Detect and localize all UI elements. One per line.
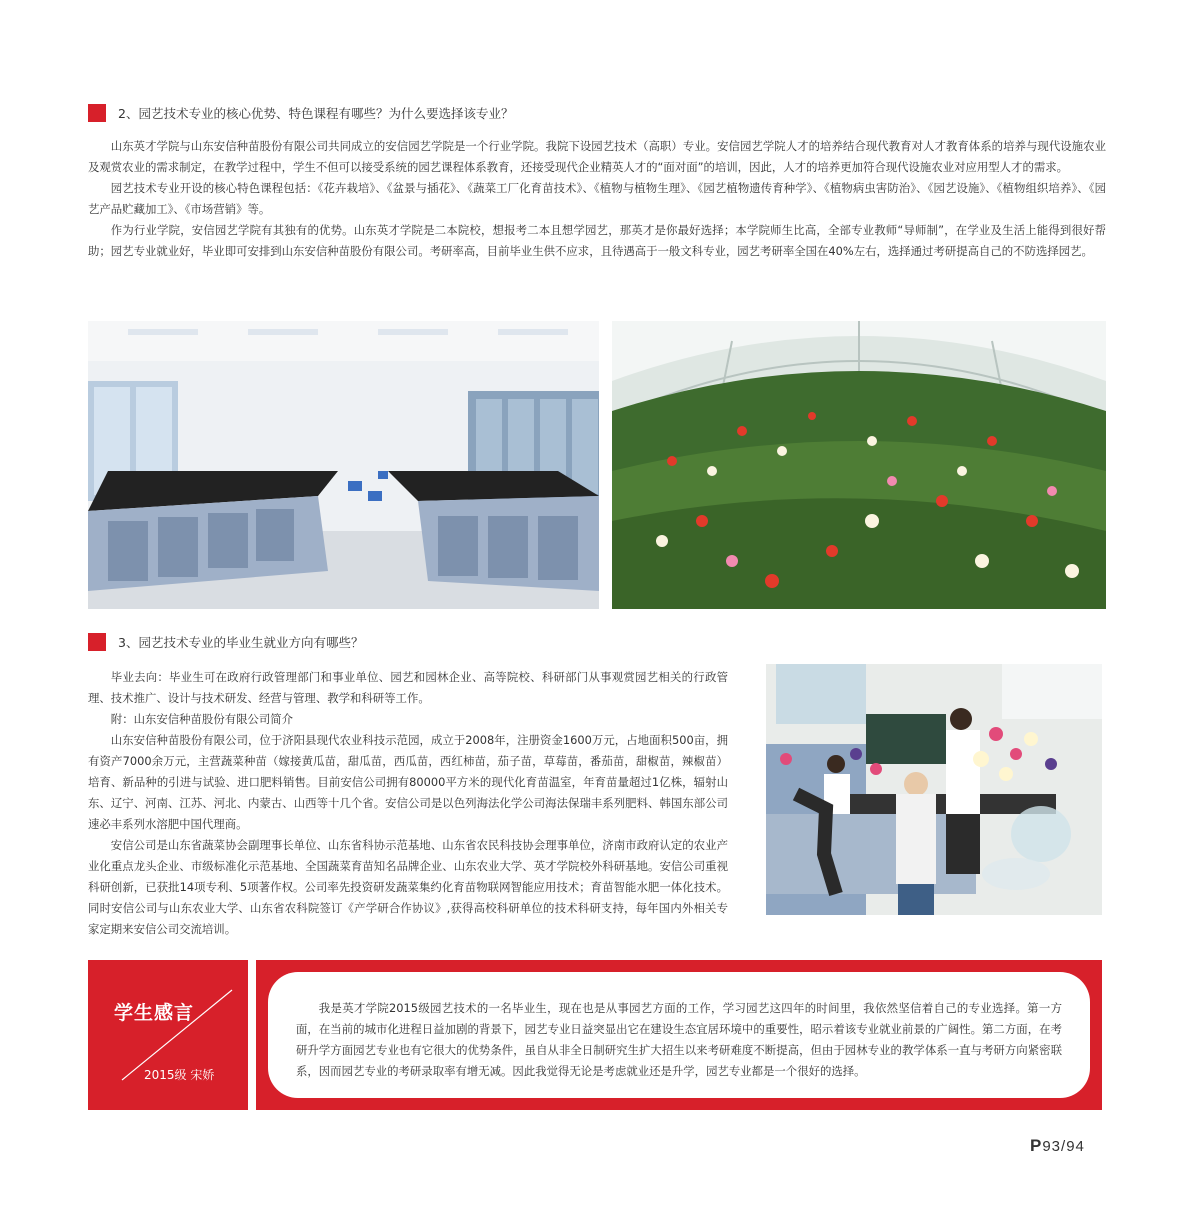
paragraph: 安信公司是山东省蔬菜协会副理事长单位、山东省科协示范基地、山东省农民科技协会理事单位，济南市政府认定的农业产业化重点龙头企业、市级标准化示范基地、全国蔬菜育苗知名品牌企业、山东农业大学、英才学院校外科研基地。安信公司重视科研创新，已获批14项专利、5项著作权。公司率先投资研发蔬菜集约化育苗物联网智能应用技术；育苗智能水肥一体化技术。同时安信公司与山东农业大学、山东省农科院签订《产学研合作协议》,获得高校科研单位的技术科研支持，每年国内外相关专家定期来安信公司交流培训。 [88,838,728,936]
paragraph: 山东安信种苗股份有限公司，位于济阳县现代农业科技示范园，成立于2008年，注册资金1600万元，占地面积500亩，拥有资产7000余万元，主营蔬菜种苗（嫁接黄瓜苗，甜瓜苗，西瓜苗，西红柿苗，茄子苗，草莓苗，番茄苗，甜椒苗，辣椒苗）培育、新品种的引进与试验、进口肥料销售。目前安信公司拥有80000平方米的现代化育苗温室，年育苗量超过1亿株，辐射山东、辽宁、河南、江苏、河北、内蒙古、山西等十几个省。安信公司是以色列海法化学公司海法保瑞丰系列肥料、韩国东部公司速必丰系列水溶肥中国代理商。 [88,733,728,831]
section-2-title: 2、园艺技术专业的核心优势、特色课程有哪些？为什么要选择该专业？ [118,106,514,121]
red-square-marker [88,104,106,122]
section-2-body [88,136,1106,262]
paragraph: 园艺技术专业开设的核心特色课程包括：《花卉栽培》、《盆景与插花》、《蔬菜工厂化育苗技术》、《植物与植物生理》、《园艺植物遗传育种学》、《植物病虫害防治》、《园艺设施》、《植物组织培养》、《园艺产品贮藏加工》、《市场营销》等。 [88,181,1106,216]
floral-class-icon [766,664,1102,915]
greenhouse-flowers-icon [612,321,1106,609]
testimonial-label: 学生感言 [114,1002,195,1024]
testimonial-label-block [88,960,248,1110]
testimonial-text: 我是英才学院2015级园艺技术的一名毕业生，现在也是从事园艺方面的工作，学习园艺这四年的时间里，我依然坚信着自己的专业选择。第一方面，在当前的城市化进程日益加剧的背景下，园艺专业日益突显出它在建设生态宜居环境中的重要性，昭示着该专业就业前景的广阔性。第二方面，在考研升学方面园艺专业也有它很大的优势条件，虽自从非全日制研究生扩大招生以来考研难度不断提高，但由于园林专业的教学体系一直与考研方向紧密联系，因而园艺专业的考研录取率有增无减。因此我觉得无论是考虑就业还是升学，园艺专业都是一个很好的选择。 [296,1001,1062,1078]
page-number [1030,1136,1085,1156]
paragraph: 毕业去向：毕业生可在政府行政管理部门和事业单位、园艺和园林企业、高等院校、科研部门从事观赏园艺相关的行政管理、技术推广、设计与技术研发、经营与管理、教学和科研等工作。 [88,670,728,705]
greenhouse-photo [612,321,1106,609]
page-number-value: 93/94 [1042,1138,1085,1155]
paragraph: 作为行业学院，安信园艺学院有其独有的优势。山东英才学院是二本院校，想报考二本且想学园艺，那英才是你最好选择；本学院师生比高，全部专业教师“导师制”，在学业及生活上能得到很好帮助；园艺专业就业好，毕业即可安排到山东安信种苗股份有限公司。考研率高，目前毕业生供不应求，且待遇高于一般文科专业，园艺考研率全国在40%左右，选择通过考研提高自己的不防选择园艺。 [88,223,1106,258]
red-square-marker [88,633,106,651]
laboratory-icon [88,321,599,609]
testimonial-card [268,972,1090,1098]
section-3-title: 3、园艺技术专业的毕业生就业方向有哪些？ [118,635,364,650]
testimonial-signature: 2015级 宋娇 [144,1068,215,1082]
section-3-body [88,667,728,940]
laboratory-photo [88,321,599,609]
paragraph: 附：山东安信种苗股份有限公司简介 [110,712,294,726]
paragraph: 山东英才学院与山东安信种苗股份有限公司共同成立的安信园艺学院是一个行业学院。我院下设园艺技术（高职）专业。安信园艺学院人才的培养结合现代教育对人才教育体系的培养与现代设施农业及观赏农业的需求制定，在教学过程中，学生不但可以接受系统的园艺课程体系教育，还接受现代企业精英人才的“面对面”的培训，因此，人才的培养更加符合现代设施农业对应用型人才的需求。 [88,139,1106,174]
page-prefix: P [1030,1136,1043,1155]
floral-class-photo [766,664,1102,915]
diagonal-line-decoration [88,960,248,1110]
section-3-heading [88,633,363,651]
section-2-heading [88,104,513,122]
testimonial-frame [256,960,1102,1110]
